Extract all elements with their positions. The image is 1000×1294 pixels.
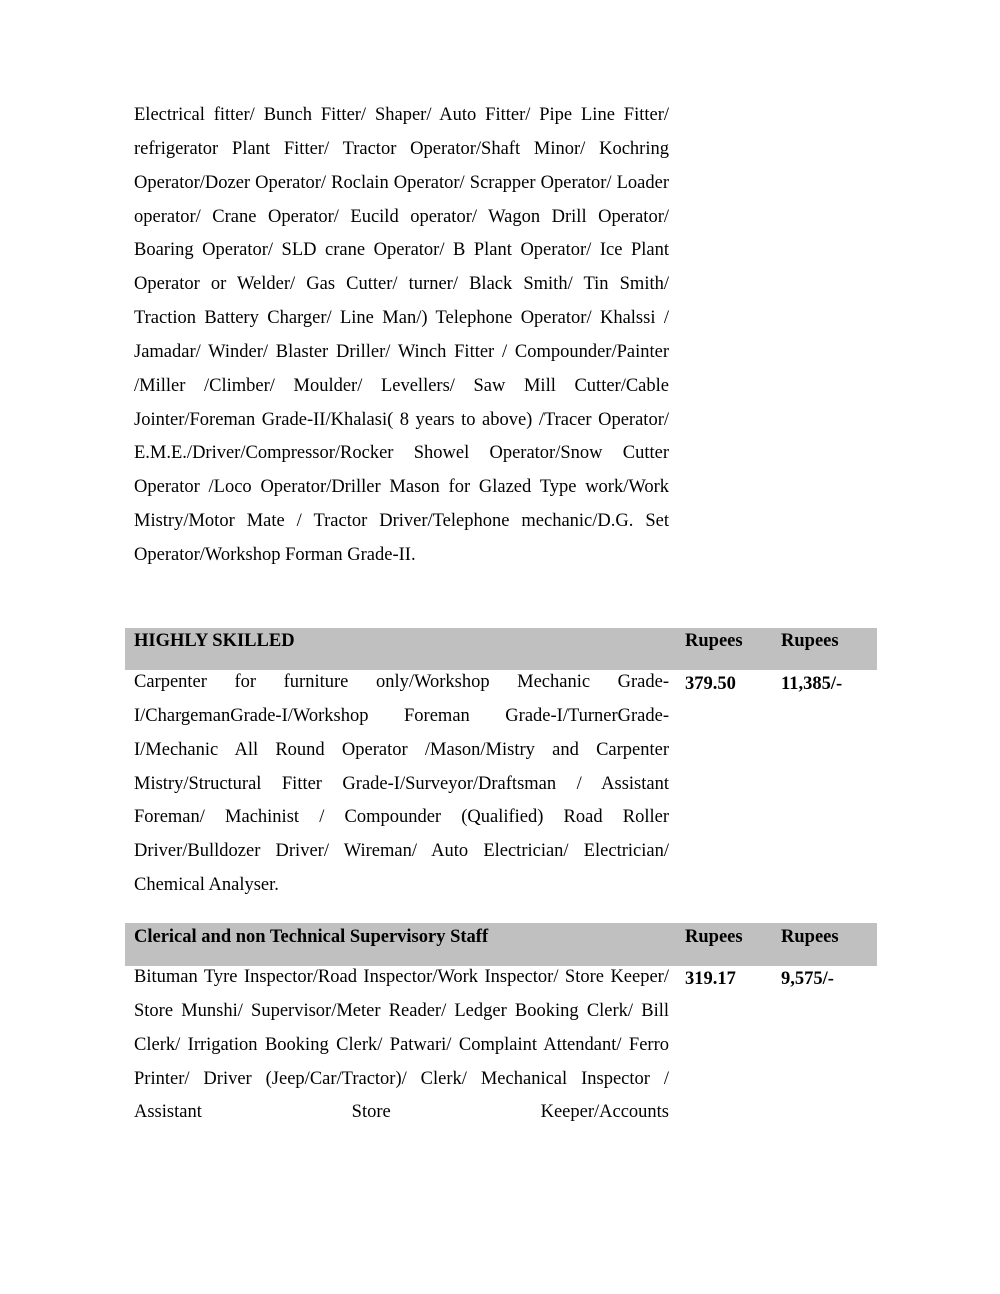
daily-rate-header: Rupees [685,631,743,651]
highly-skilled-daily-rate: 379.50 [685,674,736,694]
clerical-monthly-rate: 9,575/- [781,969,834,989]
clerical-heading: Clerical and non Technical Supervisory Staff [134,927,489,947]
clerical-daily-rate: 319.17 [685,969,736,989]
highly-skilled-monthly-rate: 11,385/- [781,674,843,694]
clerical-job-list: Bituman Tyre Inspector/Road Inspector/Work Inspector/ Store Keeper/ Store Munshi/ Supervisor/Meter Reader/ Ledger Booking Clerk/ Bill Clerk/ Irrigation Booking Clerk/ Patwari/ Complaint Attendant/ Ferro Printer/ Driver (Jeep/Car/Tractor)/ Clerk/ Mechanical Inspector / Assistant Store Keeper/Accounts [134,967,669,1123]
monthly-rate-header: Rupees [781,927,839,947]
semi-skilled-job-list: Electrical fitter/ Bunch Fitter/ Shaper/ Auto Fitter/ Pipe Line Fitter/ refrigerator Plant Fitter/ Tractor Operator/Shaft Minor/ Kochring Operator/Dozer Operator/ Roclain Operator/ Scrapper Operator/ Loader operator/ Crane Operator/ Eucild operator/ Wagon Drill Operator/ Boaring Operator/ SLD crane Operator/ B Plant Operator/ Ice Plant Operator or Welder/ Gas Cutter/ turner/ Black Smith/ Tin Smith/ Traction Battery Charger/ Line Man/) Telephone Operator/ Khalssi / Jamadar/ Winder/ Blaster Driller/ Winch Fitter / Compounder/Painter /Miller /Climber/ Moulder/ Levellers/ Saw Mill Cutter/Cable Jointer/Foreman Grade-II/Khalasi( 8 years to above) /Tracer Operator/ E.M.E./Driver/Compressor/Rocker Showel Operator/Snow Cutter Operator /Loco Operator/Driller Mason for Glazed Type work/Work Mistry/Motor Mate / Tractor Driver/Telephone mechanic/D.G. Set Operator/Workshop Forman Grade-II. [134,105,669,565]
daily-rate-header: Rupees [685,927,743,947]
highly-skilled-job-list: Carpenter for furniture only/Workshop Mechanic Grade-I/ChargemanGrade-I/Workshop Foreman Grade-I/TurnerGrade-I/Mechanic All Round Operator /Mason/Mistry and Carpenter Mistry/Structural Fitter Grade-I/Surveyor/Draftsman / Assistant Foreman/ Machinist / Compounder (Qualified) Road Roller Driver/Bulldozer Driver/ Wireman/ Auto Electrician/ Electrician/ Chemical Analyser. [134,672,669,896]
highly-skilled-heading: HIGHLY SKILLED [134,631,295,651]
monthly-rate-header: Rupees [781,631,839,651]
